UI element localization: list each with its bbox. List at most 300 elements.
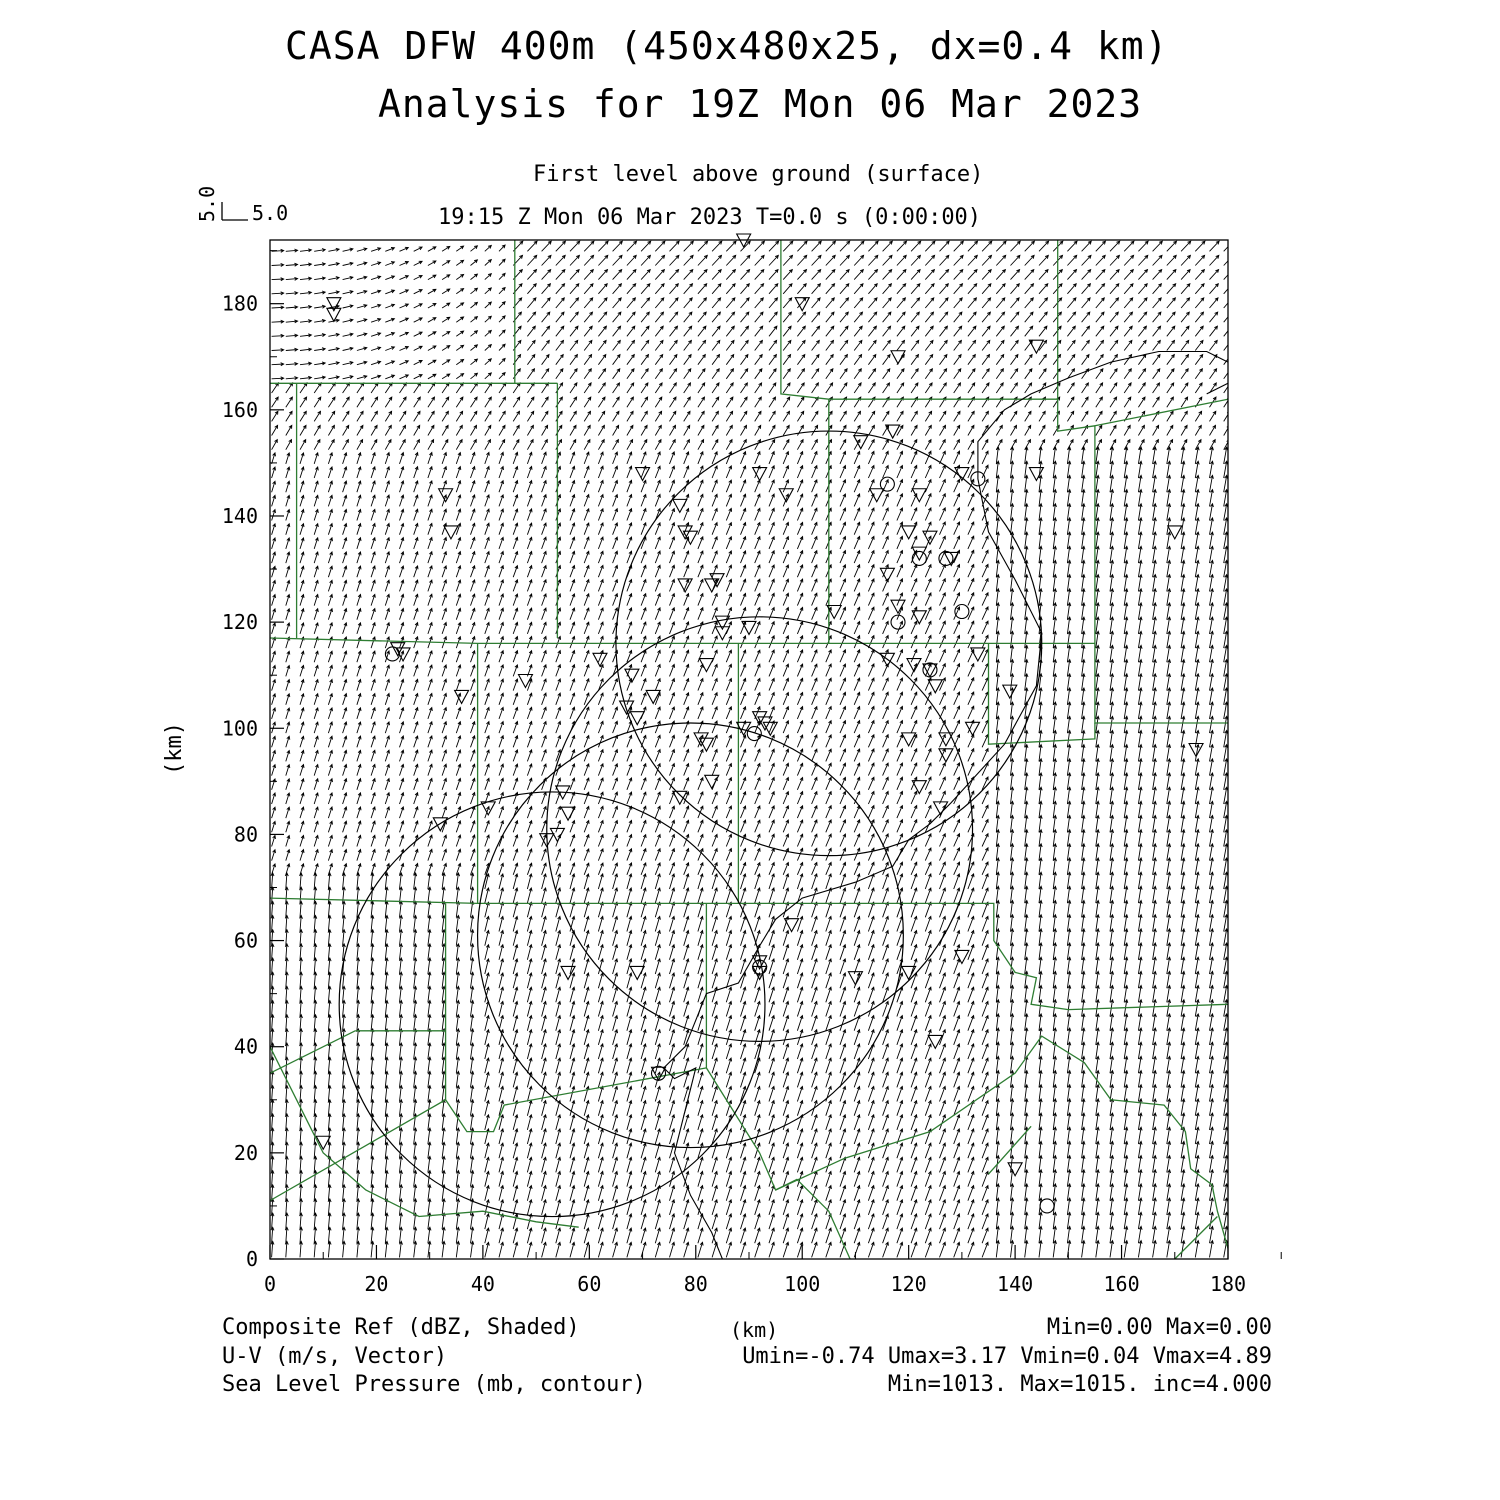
wind-vector	[556, 1001, 561, 1016]
wind-vector	[1067, 312, 1075, 322]
wind-vector	[698, 494, 703, 506]
wind-vector	[684, 355, 691, 365]
wind-vector	[954, 650, 960, 663]
wind-vector	[1067, 270, 1076, 280]
wind-vector	[783, 551, 788, 563]
wind-vector	[542, 863, 547, 875]
wind-vector	[314, 722, 318, 733]
wind-vector	[570, 509, 575, 521]
wind-vector	[1195, 340, 1203, 350]
wind-vector	[442, 332, 450, 337]
wind-vector	[300, 1071, 303, 1087]
wind-vector	[414, 275, 422, 279]
wind-vector	[570, 736, 575, 748]
wind-vector	[897, 284, 906, 294]
wind-vector	[314, 1001, 317, 1017]
wind-vector	[670, 537, 675, 549]
wind-vector	[783, 820, 788, 832]
wind-vector	[826, 862, 832, 874]
wind-vector	[542, 1030, 547, 1045]
wind-vector	[385, 901, 388, 917]
wind-vector	[940, 340, 948, 350]
wind-vector	[812, 959, 818, 974]
wind-vector	[584, 679, 589, 691]
wind-vector	[897, 931, 903, 946]
wind-vector	[1210, 425, 1216, 435]
wind-vector	[485, 778, 490, 790]
wind-vector	[442, 873, 445, 889]
wind-vector	[1096, 298, 1105, 308]
wind-vector	[357, 524, 361, 535]
wind-vector	[371, 594, 375, 605]
wind-vector	[314, 440, 320, 450]
wind-vector	[1181, 425, 1187, 435]
wind-vector	[570, 355, 577, 365]
wind-vector	[897, 706, 903, 719]
wind-vector	[840, 1115, 846, 1130]
wind-vector	[783, 255, 792, 265]
wind-vector	[854, 355, 861, 365]
wind-vector	[471, 317, 478, 323]
wind-vector	[328, 680, 332, 691]
wind-vector	[527, 750, 532, 762]
wind-vector	[698, 270, 707, 280]
wind-vector	[499, 440, 505, 450]
wind-vector	[854, 340, 862, 350]
wind-vector	[485, 888, 490, 903]
wind-vector	[328, 722, 332, 733]
wind-vector	[513, 764, 518, 776]
wind-vector	[471, 722, 476, 733]
wind-vector	[1167, 397, 1174, 407]
wind-vector	[1210, 284, 1219, 294]
wind-vector	[1153, 603, 1157, 620]
wind-vector	[400, 304, 409, 308]
wind-vector	[755, 579, 760, 591]
wind-vector	[868, 902, 874, 917]
wind-vector	[954, 973, 960, 988]
wind-vector	[911, 1214, 917, 1229]
wind-vector	[485, 509, 490, 520]
wind-vector	[670, 650, 675, 662]
wind-vector	[471, 1100, 474, 1116]
wind-vector	[499, 273, 505, 279]
wind-vector	[854, 383, 861, 393]
wind-vector	[456, 1086, 459, 1102]
wind-vector	[1138, 383, 1145, 393]
wind-vector	[456, 736, 461, 747]
wind-vector	[684, 369, 691, 379]
wind-vector	[485, 945, 490, 960]
wind-vector	[570, 411, 576, 421]
wind-vector	[641, 1186, 646, 1201]
wind-vector	[826, 721, 832, 733]
wind-vector	[684, 735, 689, 747]
wind-vector	[655, 665, 660, 677]
wind-vector	[300, 524, 304, 535]
wind-vector	[968, 621, 974, 634]
wind-vector	[272, 581, 276, 592]
wind-vector	[456, 887, 459, 903]
wind-vector	[641, 580, 646, 592]
wind-vector	[570, 495, 575, 507]
wind-vector	[783, 707, 788, 719]
wind-vector	[641, 241, 651, 251]
wind-vector	[1153, 943, 1157, 960]
wind-vector	[783, 593, 788, 605]
wind-vector	[925, 270, 934, 280]
wind-vector	[272, 651, 276, 662]
wind-vector	[925, 326, 933, 336]
wind-vector	[1110, 688, 1114, 705]
wind-vector	[456, 1156, 459, 1172]
wind-vector	[741, 849, 746, 861]
wind-vector	[343, 291, 353, 294]
wind-vector	[854, 1143, 860, 1158]
wind-vector	[556, 959, 561, 974]
wind-vector	[542, 722, 547, 734]
wind-vector	[868, 650, 874, 662]
wind-vector	[272, 383, 279, 393]
wind-vector	[428, 873, 431, 889]
wind-vector	[328, 1227, 331, 1243]
wind-vector	[456, 523, 461, 534]
wind-vector	[570, 537, 575, 549]
wind-vector	[627, 480, 632, 492]
wind-vector	[456, 440, 462, 450]
wind-vector	[840, 664, 846, 676]
wind-vector	[385, 835, 389, 846]
wind-vector	[826, 650, 832, 662]
wind-vector	[1181, 255, 1190, 265]
wind-vector	[1110, 971, 1114, 988]
wind-vector	[414, 1156, 417, 1172]
wind-vector	[513, 888, 518, 903]
wind-vector	[1025, 355, 1032, 365]
station-marker	[902, 526, 916, 539]
wind-vector	[925, 411, 931, 421]
wind-vector	[968, 763, 974, 776]
wind-vector	[371, 1043, 374, 1059]
wind-vector	[755, 622, 760, 634]
wind-vector	[613, 1143, 618, 1158]
wind-vector	[428, 651, 432, 662]
wind-vector	[613, 326, 621, 336]
wind-vector	[755, 902, 760, 917]
wind-vector	[655, 383, 662, 393]
wind-vector	[385, 318, 394, 322]
wind-vector	[456, 679, 461, 690]
wind-vector	[328, 595, 332, 606]
wind-vector	[627, 580, 632, 592]
wind-vector	[300, 1199, 303, 1215]
wind-vector	[428, 916, 431, 932]
wind-vector	[385, 1142, 388, 1158]
wind-vector	[940, 1186, 946, 1201]
wind-vector	[769, 312, 777, 322]
wind-vector	[570, 821, 575, 833]
wind-vector	[627, 863, 632, 875]
wind-vector	[769, 636, 774, 648]
wind-vector	[570, 425, 576, 435]
wind-vector	[769, 255, 778, 265]
wind-vector	[670, 916, 675, 931]
wind-vector	[840, 834, 846, 847]
wind-vector	[925, 1171, 931, 1186]
wind-vector	[342, 1199, 345, 1215]
wind-vector	[499, 679, 504, 691]
wind-vector	[300, 1086, 303, 1102]
wind-vector	[485, 245, 492, 251]
wind-vector	[868, 792, 874, 805]
wind-vector	[570, 255, 579, 265]
wind-vector	[513, 440, 519, 450]
wind-vector	[286, 383, 293, 393]
wind-vector	[613, 594, 618, 606]
wind-vector	[627, 735, 632, 747]
station-marker	[939, 749, 953, 762]
wind-vector	[471, 440, 477, 450]
wind-vector	[840, 848, 846, 860]
wind-vector	[1082, 1184, 1085, 1201]
wind-vector	[400, 509, 404, 520]
wind-vector	[584, 721, 589, 733]
wind-vector	[527, 1016, 532, 1031]
wind-vector	[854, 551, 860, 564]
wind-vector	[1110, 617, 1114, 634]
wind-vector	[471, 1043, 474, 1059]
wind-vector	[371, 779, 375, 790]
wind-vector	[1011, 425, 1017, 435]
wind-vector	[641, 551, 646, 563]
wind-vector	[485, 1086, 490, 1101]
station-marker	[902, 733, 916, 746]
wind-vector	[485, 821, 490, 833]
wind-vector	[783, 1115, 789, 1130]
wind-vector	[357, 873, 360, 889]
wind-vector	[328, 1114, 331, 1130]
wind-vector	[1110, 801, 1114, 818]
wind-vector	[271, 887, 274, 903]
wind-vector	[343, 850, 347, 861]
wind-vector	[954, 763, 960, 776]
wind-vector	[385, 304, 394, 308]
wind-vector	[471, 566, 476, 577]
wind-vector	[712, 902, 717, 917]
wind-vector	[271, 901, 274, 917]
wind-vector	[868, 607, 874, 620]
wind-vector	[613, 1030, 618, 1045]
wind-vector	[911, 326, 919, 336]
wind-vector	[1195, 241, 1205, 251]
wind-vector	[271, 1086, 274, 1102]
wind-vector	[328, 807, 332, 818]
wind-vector	[556, 608, 561, 620]
wind-vector	[868, 270, 877, 280]
wind-vector	[911, 945, 917, 960]
wind-vector	[428, 665, 432, 676]
wind-vector	[584, 425, 590, 435]
wind-vector	[868, 621, 874, 634]
wind-vector	[940, 1001, 946, 1016]
wind-vector	[940, 312, 948, 322]
wind-vector	[584, 452, 589, 464]
wind-vector	[741, 863, 746, 875]
wind-vector	[797, 607, 802, 619]
wind-vector	[755, 664, 760, 676]
wind-vector	[342, 916, 345, 932]
wind-vector	[584, 566, 589, 578]
wind-vector	[627, 298, 636, 308]
wind-vector	[499, 302, 505, 308]
wind-vector	[1153, 1226, 1157, 1243]
wind-vector	[641, 411, 647, 421]
wind-vector	[499, 821, 504, 833]
county-boundary	[776, 1036, 1228, 1248]
wind-vector	[698, 565, 703, 577]
wind-vector	[400, 807, 404, 818]
wind-vector	[925, 721, 931, 734]
wind-vector	[300, 821, 304, 832]
wind-vector	[726, 636, 731, 648]
wind-vector	[940, 440, 946, 450]
wind-vector	[428, 1057, 431, 1073]
wind-vector	[556, 874, 561, 889]
wind-vector	[769, 551, 774, 563]
wind-vector	[670, 959, 675, 974]
wind-vector	[456, 665, 461, 676]
wind-vector	[400, 821, 404, 832]
wind-vector	[357, 708, 361, 719]
wind-vector	[400, 375, 409, 379]
wind-vector	[670, 594, 675, 606]
wind-vector	[854, 369, 861, 379]
wind-vector	[1053, 1241, 1056, 1258]
wind-vector	[314, 1100, 317, 1116]
wind-vector	[414, 1171, 417, 1187]
wind-vector	[641, 369, 648, 379]
county-boundary	[270, 399, 1095, 643]
wind-vector	[414, 694, 418, 705]
wind-vector	[670, 1115, 675, 1130]
wind-vector	[783, 425, 789, 435]
wind-vector	[854, 241, 864, 251]
wind-vector	[684, 466, 689, 478]
wind-vector	[797, 383, 804, 393]
wind-vector	[840, 1044, 846, 1059]
wind-vector	[570, 1157, 575, 1172]
wind-vector	[613, 888, 618, 903]
wind-vector	[328, 1043, 331, 1059]
wind-vector	[442, 1114, 445, 1130]
wind-vector	[456, 1142, 459, 1158]
wind-vector	[286, 864, 290, 875]
wind-vector	[1082, 1042, 1085, 1059]
wind-vector	[399, 901, 402, 917]
wind-vector	[570, 874, 575, 889]
wind-vector	[797, 440, 803, 450]
wind-vector	[641, 383, 648, 393]
wind-vector	[385, 383, 392, 393]
wind-vector	[655, 874, 660, 889]
wind-vector	[485, 1044, 490, 1059]
wind-vector	[485, 1143, 490, 1158]
wind-vector	[1110, 518, 1114, 535]
wind-vector	[1153, 886, 1157, 903]
wind-vector	[911, 593, 917, 606]
wind-vector	[300, 765, 304, 776]
wind-vector	[1138, 425, 1144, 435]
wind-vector	[584, 778, 589, 790]
wind-vector	[399, 887, 402, 903]
wind-vector	[755, 1157, 760, 1172]
wind-vector	[414, 247, 422, 251]
wind-vector	[613, 863, 618, 875]
wind-vector	[385, 425, 391, 435]
wind-vector	[513, 1115, 518, 1130]
wind-vector	[499, 288, 505, 294]
wind-vector	[797, 1214, 803, 1229]
wind-vector	[797, 707, 802, 719]
wind-vector	[954, 1129, 960, 1144]
wind-vector	[868, 1171, 874, 1186]
wind-vector	[954, 1058, 960, 1073]
wind-vector	[513, 509, 518, 521]
wind-vector	[641, 480, 646, 492]
wind-vector	[286, 263, 298, 266]
wind-vector	[428, 944, 431, 960]
wind-vector	[456, 1001, 459, 1017]
wind-vector	[911, 298, 920, 308]
wind-vector	[485, 425, 491, 435]
wind-vector	[897, 508, 903, 521]
wind-vector	[357, 986, 360, 1002]
wind-vector	[1082, 575, 1085, 592]
wind-vector	[598, 1101, 603, 1116]
wind-vector	[584, 1228, 589, 1243]
wind-vector	[399, 1227, 402, 1243]
wind-vector	[940, 255, 949, 265]
wind-vector	[357, 594, 361, 605]
wind-vector	[670, 255, 679, 265]
wind-vector	[471, 260, 478, 266]
wind-vector	[826, 369, 833, 379]
wind-vector	[272, 320, 284, 323]
wind-vector	[769, 693, 774, 705]
wind-vector	[442, 793, 446, 804]
wind-vector	[556, 580, 561, 592]
wind-vector	[982, 479, 988, 492]
wind-vector	[542, 636, 547, 648]
wind-vector	[684, 551, 689, 563]
wind-vector	[400, 453, 404, 464]
wind-vector	[655, 1030, 660, 1045]
wind-vector	[428, 289, 436, 294]
wind-vector	[343, 552, 347, 563]
wind-vector	[456, 708, 461, 719]
wind-vector	[442, 425, 448, 435]
wind-vector	[428, 835, 432, 846]
wind-vector	[826, 1186, 832, 1201]
wind-vector	[1138, 326, 1146, 336]
wind-vector	[783, 1016, 789, 1031]
wind-vector	[670, 565, 675, 577]
wind-vector	[1025, 425, 1031, 435]
wind-vector	[897, 1242, 903, 1257]
wind-vector	[314, 958, 317, 974]
wind-vector	[456, 722, 461, 733]
wind-vector	[371, 347, 381, 351]
